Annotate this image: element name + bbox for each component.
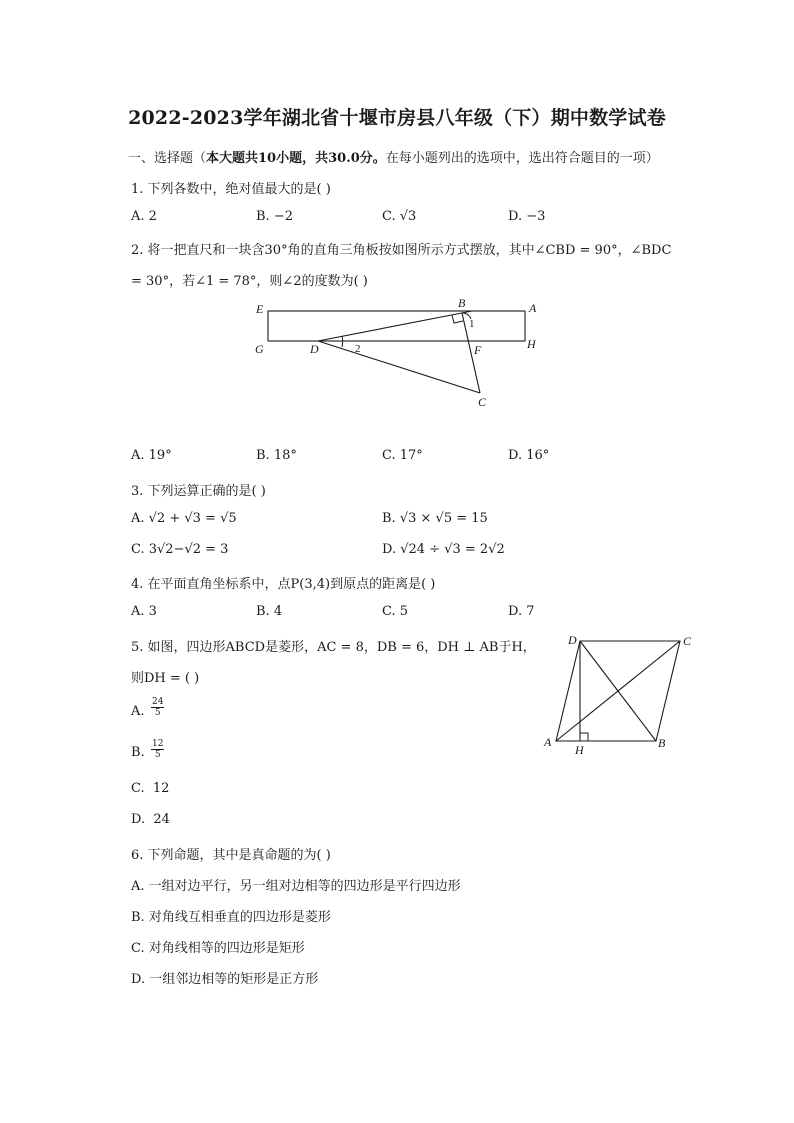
question-2-option-b: B. 18° xyxy=(256,448,297,463)
label-e: E xyxy=(256,302,264,316)
question-4-option-a: A. 3 xyxy=(131,604,157,619)
section-heading-bold: 本大题共10小题，共30.0分。 xyxy=(206,151,386,166)
question-1-stem: 1. 下列各数中，绝对值最大的是( ) xyxy=(131,182,331,197)
fraction-denominator: 5 xyxy=(154,708,161,718)
question-5-figure xyxy=(538,628,698,762)
label-g: G xyxy=(255,342,264,356)
section-heading xyxy=(128,147,659,166)
label-a: A xyxy=(529,301,537,315)
question-4-option-b: B. 4 xyxy=(256,604,283,619)
question-6-option-d: D. 一组邻边相等的矩形是正方形 xyxy=(131,972,319,987)
question-5-option-a-letter: A. xyxy=(131,704,145,719)
question-5-option-a-fraction xyxy=(151,697,164,718)
question-5-stem-line2: 则DH = ( ) xyxy=(131,671,200,686)
question-1-option-b: B. −2 xyxy=(256,209,293,224)
page-title: 2022-2023学年湖北省十堰市房县八年级（下）期中数学试卷 xyxy=(128,107,666,129)
option-letter: C. xyxy=(131,781,145,796)
question-2-stem-line2: = 30°，若∠1 = 78°，则∠2的度数为( ) xyxy=(131,274,368,289)
fraction-numerator: 12 xyxy=(152,739,164,749)
option-value: 12 xyxy=(152,781,170,796)
question-3-option-a: A. √2 + √3 = √5 xyxy=(131,511,237,526)
option-value: 24 xyxy=(153,812,170,827)
question-5-option-b-fraction xyxy=(151,739,164,760)
question-5-stem-line1: 5. 如图，四边形ABCD是菱形，AC = 8，DB = 6，DH ⊥ AB于H， xyxy=(131,640,536,655)
fraction-numerator: 24 xyxy=(152,697,164,707)
diagonal-db xyxy=(580,641,656,741)
section-heading-prefix: 一、选择题（ xyxy=(128,151,207,166)
question-6-option-b: B. 对角线互相垂直的四边形是菱形 xyxy=(131,910,331,925)
question-3-stem: 3. 下列运算正确的是( ) xyxy=(131,484,266,499)
option-letter: D. xyxy=(131,812,146,827)
question-1-option-a: A. 2 xyxy=(131,209,157,224)
question-6-option-c: C. 对角线相等的四边形是矩形 xyxy=(131,941,305,956)
question-5-option-b-letter: B. xyxy=(131,745,145,760)
right-angle-mark xyxy=(580,733,588,741)
question-2-option-d: D. 16° xyxy=(508,448,550,463)
right-angle-mark xyxy=(452,315,463,323)
question-2-option-a: A. 19° xyxy=(131,448,172,463)
question-6-stem: 6. 下列命题，其中是真命题的为( ) xyxy=(131,848,331,863)
question-4-stem: 4. 在平面直角坐标系中，点P(3,4)到原点的距离是( ) xyxy=(131,577,436,592)
question-2-stem-line1: 2. 将一把直尺和一块含30°角的直角三角板按如图所示方式摆放，其中∠CBD = 90°，∠BDC xyxy=(131,243,672,258)
label-b: B xyxy=(658,736,666,750)
question-6-option-a: A. 一组对边平行，另一组对边相等的四边形是平行四边形 xyxy=(131,879,461,894)
label-b: B xyxy=(458,296,466,310)
label-c: C xyxy=(478,395,487,409)
label-c: C xyxy=(683,634,692,648)
question-5-option-c xyxy=(131,781,169,796)
label-d: D xyxy=(568,633,577,647)
fraction-denominator: 5 xyxy=(154,750,161,760)
question-3-option-c: C. 3√2−√2 = 3 xyxy=(131,542,229,557)
label-a: A xyxy=(544,735,552,749)
question-3-option-d: D. √24 ÷ √3 = 2√2 xyxy=(382,542,505,557)
section-heading-suffix: 在每小题列出的选项中，选出符合题目的一项） xyxy=(385,151,659,166)
label-h: H xyxy=(575,743,584,757)
label-h: H xyxy=(527,337,536,351)
question-5-option-d xyxy=(131,812,170,827)
label-1: 1 xyxy=(469,318,475,330)
label-2: 2 xyxy=(355,343,361,355)
triangle-side-db xyxy=(318,311,472,341)
triangle-side-dc xyxy=(318,341,480,393)
question-1-option-c: C. √3 xyxy=(382,209,417,224)
question-1-option-d: D. −3 xyxy=(508,209,546,224)
label-f: F xyxy=(474,343,482,357)
label-d: D xyxy=(310,342,319,356)
question-4-option-c: C. 5 xyxy=(382,604,409,619)
question-4-option-d: D. 7 xyxy=(508,604,535,619)
question-3-option-b: B. √3 × √5 = 15 xyxy=(382,511,488,526)
question-2-option-c: C. 17° xyxy=(382,448,423,463)
question-2-figure xyxy=(250,292,550,412)
